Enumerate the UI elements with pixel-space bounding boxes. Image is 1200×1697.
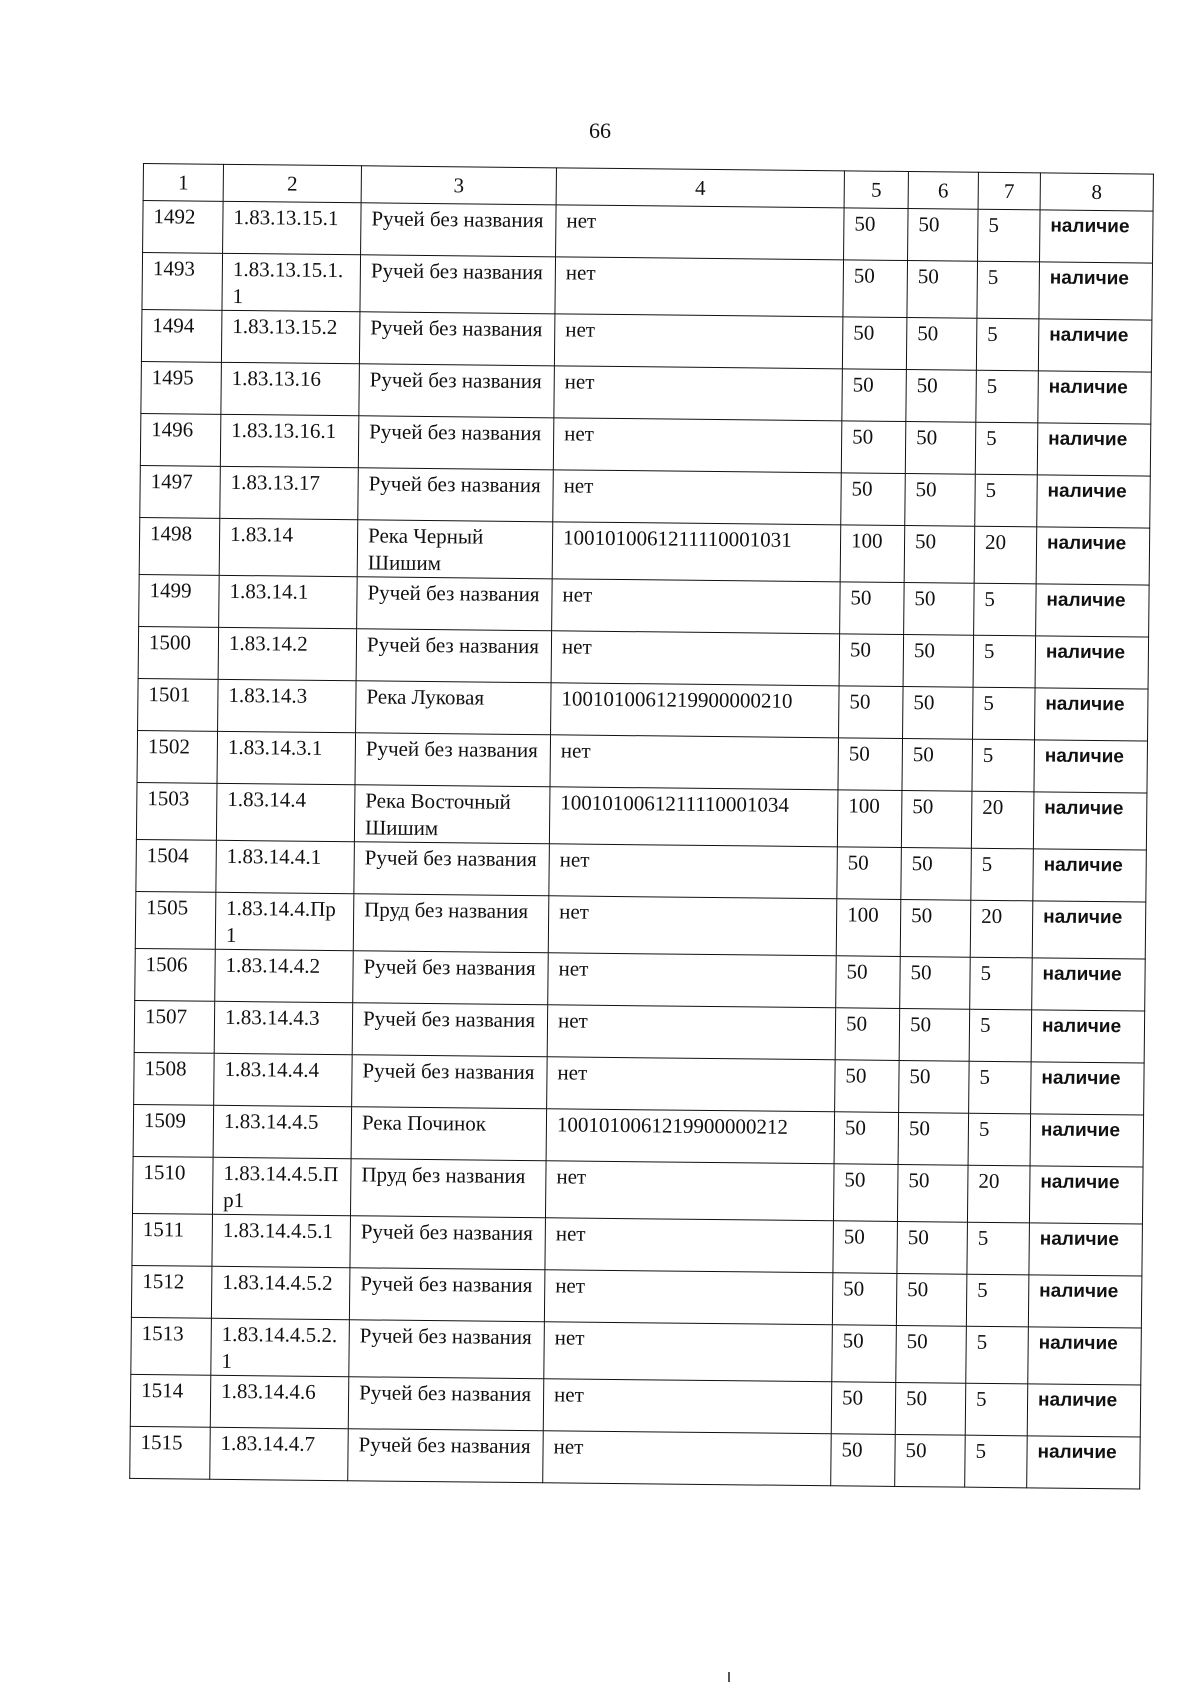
object-code-cell: 1.83.13.15.1.1 — [222, 253, 361, 311]
status-cell: наличие — [1033, 849, 1147, 902]
object-name-cell: Ручей без названия — [361, 203, 557, 257]
status-cell: наличие — [1039, 262, 1153, 320]
row-number-cell: 1507 — [134, 1000, 215, 1053]
object-code-cell: 1.83.13.15.2 — [221, 310, 360, 363]
value-7-cell: 5 — [968, 1113, 1031, 1166]
object-name-cell: Ручей без названия — [349, 1320, 545, 1379]
value-6-cell: 50 — [908, 209, 979, 262]
value-6-cell: 50 — [907, 261, 978, 319]
value-5-cell: 100 — [836, 899, 901, 957]
status-cell: наличие — [1040, 210, 1154, 263]
value-5-cell: 50 — [841, 473, 906, 526]
value-6-cell: 50 — [905, 422, 976, 475]
column-header: 7 — [978, 172, 1040, 210]
register-code-cell: нет — [547, 1005, 836, 1060]
value-7-cell: 5 — [975, 422, 1038, 475]
value-5-cell: 50 — [835, 1060, 900, 1113]
value-7-cell: 5 — [965, 1383, 1028, 1436]
register-code-cell: нет — [543, 1379, 832, 1434]
object-name-cell: Ручей без названия — [349, 1268, 545, 1322]
value-7-cell: 5 — [965, 1435, 1028, 1488]
value-7-cell: 5 — [966, 1326, 1029, 1384]
value-7-cell: 20 — [974, 526, 1037, 584]
row-number-cell: 1506 — [135, 948, 216, 1001]
row-number-cell: 1505 — [135, 891, 216, 949]
value-5-cell: 50 — [841, 421, 906, 474]
object-name-cell: Ручей без названия — [356, 629, 552, 683]
value-7-cell: 5 — [978, 209, 1041, 262]
row-number-cell: 1503 — [136, 782, 217, 840]
table-row — [131, 1317, 1142, 1385]
object-name-cell: Ручей без названия — [355, 733, 551, 787]
object-name-cell: Река Починок — [351, 1107, 547, 1161]
column-header: 4 — [556, 168, 844, 208]
value-5-cell: 50 — [832, 1325, 897, 1383]
object-name-cell: Ручей без названия — [348, 1377, 544, 1431]
value-7-cell: 20 — [967, 1165, 1030, 1223]
row-number-cell: 1515 — [130, 1426, 211, 1479]
scan-mark — [728, 1672, 730, 1682]
value-5-cell: 50 — [833, 1221, 898, 1274]
value-6-cell: 50 — [901, 847, 972, 900]
row-number-cell: 1499 — [139, 574, 220, 627]
register-code-cell: нет — [555, 257, 844, 317]
status-cell: наличие — [1028, 1275, 1142, 1328]
value-6-cell: 50 — [899, 1060, 970, 1113]
object-code-cell: 1.83.14.3 — [218, 679, 357, 732]
value-6-cell: 50 — [895, 1382, 966, 1435]
status-cell: наличие — [1030, 1114, 1144, 1167]
row-number-cell: 1493 — [142, 253, 223, 311]
value-7-cell: 5 — [973, 635, 1036, 688]
register-code-cell: нет — [544, 1270, 833, 1325]
object-code-cell: 1.83.14.4.7 — [210, 1427, 349, 1480]
object-name-cell: Ручей без названия — [360, 255, 556, 314]
value-5-cell: 50 — [843, 260, 908, 318]
object-name-cell: Ручей без названия — [354, 842, 550, 896]
value-6-cell: 50 — [899, 1008, 970, 1061]
table-row — [142, 253, 1153, 321]
row-number-cell: 1508 — [134, 1052, 215, 1105]
object-code-cell: 1.83.14.4.5.2 — [211, 1266, 350, 1319]
register-code-cell: нет — [548, 896, 837, 956]
object-name-cell: Пруд без названия — [350, 1159, 546, 1218]
register-code-cell: нет — [554, 314, 843, 369]
object-name-cell: Река Восточный Шишим — [354, 785, 550, 844]
object-name-cell: Река Черный Шишим — [357, 520, 553, 579]
object-code-cell: 1.83.13.16.1 — [220, 414, 359, 467]
value-7-cell: 5 — [969, 1061, 1032, 1114]
status-cell: наличие — [1036, 527, 1150, 585]
status-cell: наличие — [1036, 584, 1150, 637]
row-number-cell: 1497 — [140, 465, 221, 518]
register-code-cell: 1001010061219900000212 — [546, 1109, 835, 1164]
status-cell: наличие — [1037, 475, 1151, 528]
value-5-cell: 50 — [844, 208, 909, 261]
row-number-cell: 1504 — [136, 839, 217, 892]
column-header: 8 — [1040, 173, 1153, 211]
value-7-cell: 5 — [973, 687, 1036, 740]
status-cell: наличие — [1035, 636, 1149, 689]
value-7-cell: 5 — [966, 1274, 1029, 1327]
object-name-cell: Ручей без названия — [359, 312, 555, 366]
status-cell: наличие — [1027, 1436, 1141, 1489]
row-number-cell: 1501 — [138, 678, 219, 731]
register-code-cell: нет — [551, 631, 840, 686]
register-code-cell: нет — [556, 205, 845, 260]
object-name-cell: Ручей без названия — [358, 468, 554, 522]
table-row — [132, 1156, 1143, 1224]
object-code-cell: 1.83.14.4.1 — [216, 840, 355, 893]
status-cell: наличие — [1035, 688, 1149, 741]
value-7-cell: 20 — [970, 900, 1033, 958]
value-5-cell: 50 — [836, 956, 901, 1009]
column-header: 1 — [143, 164, 223, 202]
status-cell: наличие — [1032, 901, 1146, 959]
status-cell: наличие — [1037, 423, 1151, 476]
value-7-cell: 5 — [972, 739, 1035, 792]
value-6-cell: 50 — [904, 582, 975, 635]
value-6-cell: 50 — [898, 1112, 969, 1165]
object-code-cell: 1.83.13.15.1 — [223, 201, 362, 254]
row-number-cell: 1513 — [131, 1317, 212, 1375]
object-name-cell: Ручей без названия — [353, 951, 549, 1005]
value-6-cell: 50 — [897, 1221, 968, 1274]
status-cell: наличие — [1029, 1223, 1143, 1276]
object-code-cell: 1.83.14.4.2 — [215, 949, 354, 1002]
register-code-cell: нет — [544, 1322, 833, 1382]
row-number-cell: 1495 — [141, 361, 222, 414]
value-7-cell: 20 — [971, 791, 1034, 849]
row-number-cell: 1514 — [130, 1374, 211, 1427]
value-5-cell: 100 — [837, 790, 902, 848]
value-7-cell: 5 — [976, 370, 1039, 423]
row-number-cell: 1492 — [143, 201, 224, 254]
value-7-cell: 5 — [969, 1009, 1032, 1062]
value-6-cell: 50 — [903, 686, 974, 739]
register-code-cell: 1001010061219900000210 — [551, 683, 840, 738]
value-5-cell: 50 — [842, 369, 907, 422]
value-6-cell: 50 — [906, 370, 977, 423]
register-code-cell: нет — [545, 1218, 834, 1273]
value-5-cell: 50 — [831, 1434, 896, 1487]
register-code-cell: нет — [543, 1431, 832, 1486]
table-body — [130, 201, 1153, 1490]
object-name-cell: Пруд без названия — [353, 894, 549, 953]
status-cell: наличие — [1031, 1062, 1145, 1115]
object-name-cell: Ручей без названия — [357, 577, 553, 631]
register-code-cell: нет — [547, 1057, 836, 1112]
object-code-cell: 1.83.14.4.5.Пр1 — [212, 1157, 351, 1215]
row-number-cell: 1494 — [141, 309, 222, 362]
water-objects-table — [129, 163, 1154, 1490]
value-6-cell: 50 — [897, 1164, 968, 1222]
status-cell: наличие — [1031, 1010, 1145, 1063]
object-code-cell: 1.83.14.4.5 — [213, 1105, 352, 1158]
object-code-cell: 1.83.14.4.4 — [214, 1053, 353, 1106]
object-code-cell: 1.83.13.17 — [220, 466, 359, 519]
value-6-cell: 50 — [896, 1273, 967, 1326]
object-name-cell: Ручей без названия — [348, 1429, 544, 1483]
value-6-cell: 50 — [903, 634, 974, 687]
value-5-cell: 50 — [840, 582, 905, 635]
register-code-cell: нет — [553, 418, 842, 473]
object-name-cell: Ручей без названия — [358, 416, 554, 470]
object-code-cell: 1.83.14.1 — [219, 575, 358, 628]
value-5-cell: 50 — [839, 634, 904, 687]
table-row — [136, 782, 1147, 850]
value-7-cell: 5 — [977, 261, 1040, 319]
column-header: 5 — [844, 171, 908, 209]
status-cell: наличие — [1027, 1384, 1141, 1437]
row-number-cell: 1512 — [131, 1265, 212, 1318]
column-header: 6 — [908, 172, 978, 210]
value-5-cell: 50 — [842, 317, 907, 370]
register-code-cell: нет — [548, 953, 837, 1008]
value-5-cell: 50 — [834, 1112, 899, 1165]
value-6-cell: 50 — [906, 318, 977, 371]
value-5-cell: 50 — [835, 1008, 900, 1061]
register-code-cell: нет — [545, 1161, 834, 1221]
value-6-cell: 50 — [896, 1325, 967, 1383]
register-code-cell: нет — [553, 470, 842, 525]
status-cell: наличие — [1038, 371, 1152, 424]
value-7-cell: 5 — [967, 1222, 1030, 1275]
value-7-cell: 5 — [974, 583, 1037, 636]
value-6-cell: 50 — [900, 956, 971, 1009]
value-6-cell: 50 — [905, 473, 976, 526]
value-5-cell: 50 — [833, 1164, 898, 1222]
value-7-cell: 5 — [970, 957, 1033, 1010]
register-code-cell: нет — [549, 844, 838, 899]
row-number-cell: 1509 — [133, 1104, 214, 1157]
object-code-cell: 1.83.14.4.5.2.1 — [211, 1318, 350, 1376]
object-code-cell: 1.83.14.4.5.1 — [212, 1214, 351, 1267]
column-header: 2 — [223, 164, 361, 202]
value-6-cell: 50 — [895, 1434, 966, 1487]
value-6-cell: 50 — [904, 525, 975, 583]
object-code-cell: 1.83.14.4 — [216, 783, 355, 841]
register-code-cell: нет — [552, 579, 841, 634]
status-cell: наличие — [1033, 792, 1147, 850]
object-name-cell: Ручей без названия — [352, 1055, 548, 1109]
value-5-cell: 50 — [831, 1382, 896, 1435]
register-code-cell: нет — [554, 366, 843, 421]
object-code-cell: 1.83.14.3.1 — [217, 731, 356, 784]
object-code-cell: 1.83.14 — [219, 518, 358, 576]
value-6-cell: 50 — [902, 738, 973, 791]
column-header: 3 — [361, 166, 556, 205]
value-7-cell: 5 — [976, 318, 1039, 371]
value-6-cell: 50 — [901, 790, 972, 848]
table-row — [139, 517, 1150, 585]
row-number-cell: 1496 — [140, 413, 221, 466]
row-number-cell: 1502 — [137, 730, 218, 783]
page-number: 66 — [589, 118, 611, 143]
water-objects-table-wrapper — [129, 163, 1154, 1490]
object-name-cell: Ручей без названия — [359, 364, 555, 418]
table-row — [130, 1426, 1140, 1489]
object-name-cell: Река Луковая — [356, 681, 552, 735]
value-7-cell: 5 — [975, 474, 1038, 527]
status-cell: наличие — [1034, 740, 1148, 793]
object-code-cell: 1.83.14.2 — [218, 627, 357, 680]
value-5-cell: 50 — [837, 847, 902, 900]
table-row — [135, 891, 1146, 959]
register-code-cell: нет — [550, 735, 839, 790]
row-number-cell: 1500 — [138, 626, 219, 679]
value-6-cell: 50 — [900, 899, 971, 957]
status-cell: наличие — [1029, 1166, 1143, 1224]
value-5-cell: 50 — [838, 738, 903, 791]
register-code-cell: 1001010061211110001034 — [549, 787, 838, 847]
status-cell: наличие — [1028, 1327, 1142, 1385]
object-code-cell: 1.83.14.4.6 — [210, 1375, 349, 1428]
object-code-cell: 1.83.14.4.3 — [214, 1001, 353, 1054]
register-code-cell: 1001010061211110001031 — [552, 522, 841, 582]
value-7-cell: 5 — [971, 848, 1034, 901]
value-5-cell: 50 — [832, 1273, 897, 1326]
row-number-cell: 1511 — [132, 1213, 213, 1266]
value-5-cell: 100 — [840, 525, 905, 583]
value-5-cell: 50 — [839, 686, 904, 739]
status-cell: наличие — [1032, 958, 1146, 1011]
object-name-cell: Ручей без названия — [352, 1003, 548, 1057]
row-number-cell: 1498 — [139, 517, 220, 575]
status-cell: наличие — [1038, 319, 1152, 372]
row-number-cell: 1510 — [132, 1156, 213, 1214]
object-code-cell: 1.83.14.4.Пр1 — [215, 892, 354, 950]
object-code-cell: 1.83.13.16 — [221, 362, 360, 415]
object-name-cell: Ручей без названия — [350, 1216, 546, 1270]
